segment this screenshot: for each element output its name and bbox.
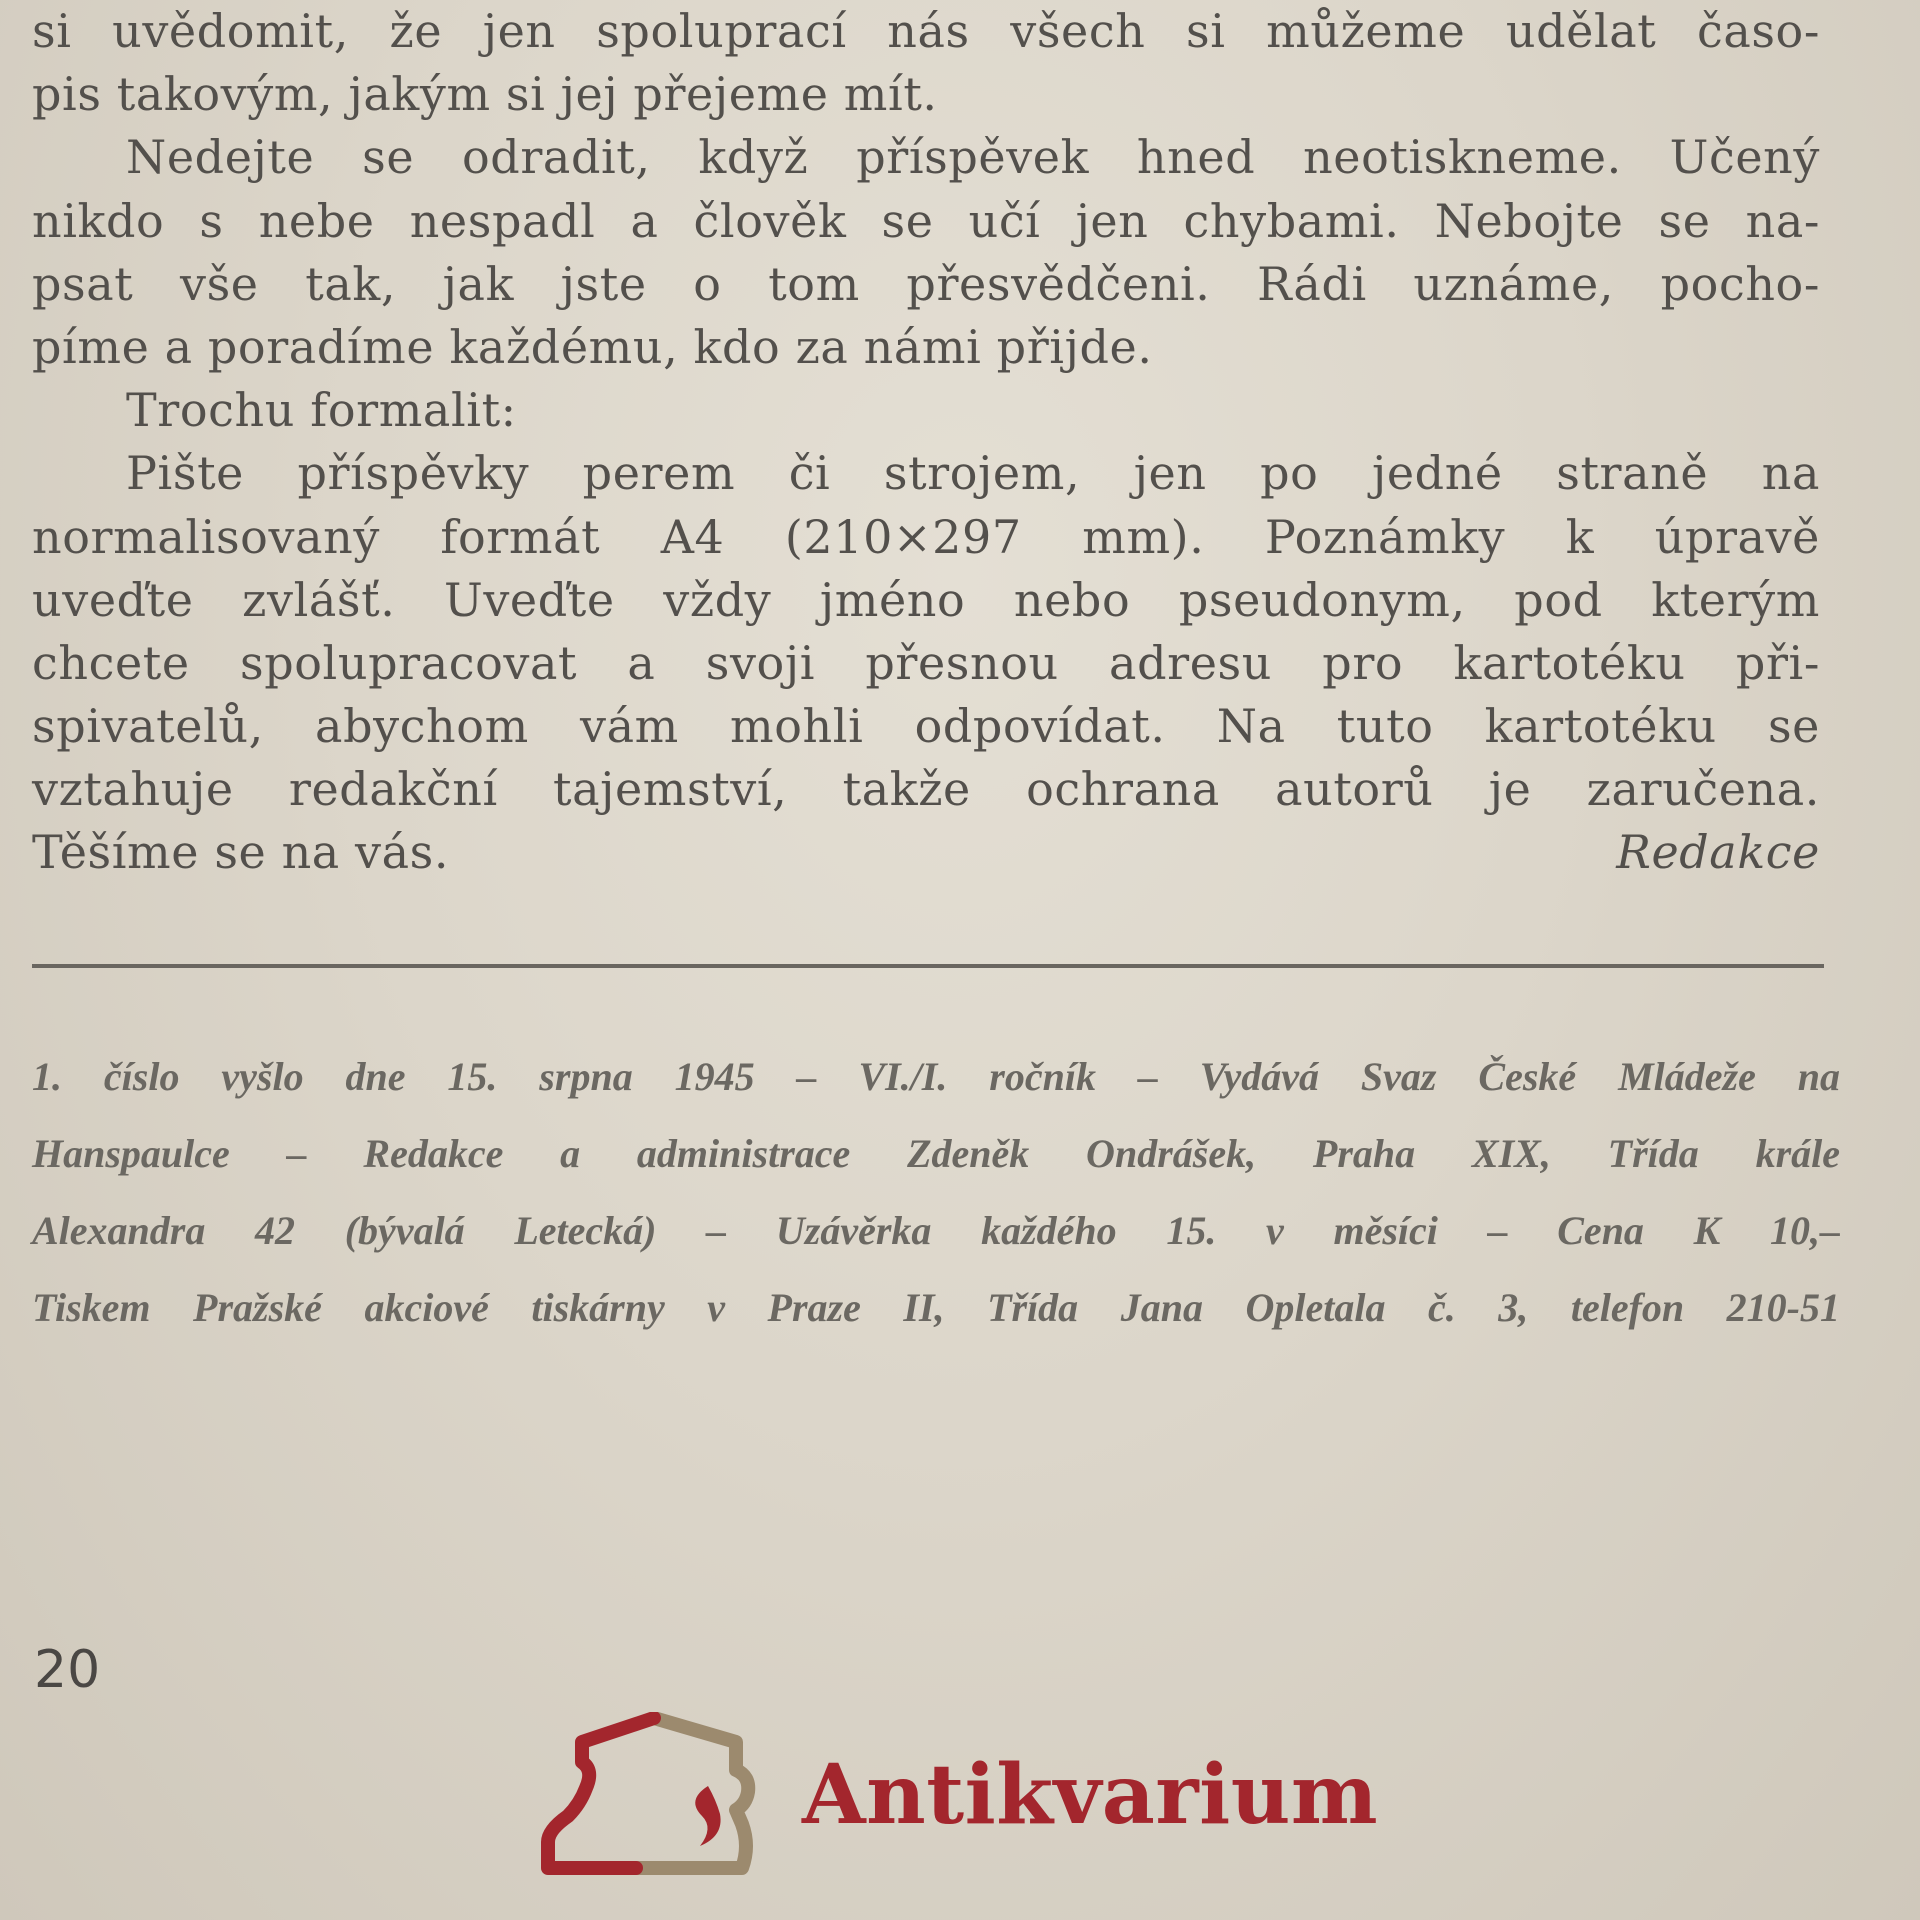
horizontal-divider	[32, 964, 1824, 968]
text-line: Nedejte se odradit, když příspěvek hned neotiskneme. Učený	[126, 130, 1820, 185]
imprint-line: Alexandra 42 (bývalá Letecká) – Uzávěrka každého 15. v měsíci – Cena K 10,–	[32, 1208, 1840, 1253]
letter-body	[32, 0, 1820, 885]
text-line: si uvědomit, že jen spoluprací nás všech si můžeme udělat časo-	[32, 4, 1820, 58]
imprint-line: Tiskem Pražské akciové tiskárny v Praze II, Třída Jana Opletala č. 3, telefon 210-51	[32, 1285, 1840, 1330]
text-line: uveďte zvlášť. Uveďte vždy jméno nebo pseudonym, pod kterým	[32, 572, 1820, 627]
signature: Redakce	[1616, 825, 1820, 880]
text-line: normalisovaný formát A4 (210×297 mm). Poznámky k úpravě	[32, 509, 1820, 564]
text-line: nikdo s nebe nespadl a člověk se učí jen chybami. Nebojte se na-	[32, 193, 1820, 248]
brand-name: Antikvarium	[802, 1747, 1379, 1843]
section-heading: Trochu formalit:	[126, 383, 517, 438]
antikvarium-watermark	[536, 1712, 1378, 1878]
text-line: psat vše tak, jak jste o tom přesvědčeni. Rádi uznáme, pocho-	[32, 256, 1820, 311]
text-line: spivatelů, abychom vám mohli odpovídat. Na tuto kartotéku se	[32, 699, 1820, 754]
closing-line	[32, 821, 1820, 884]
imprint-line: Hanspaulce – Redakce a administrace Zdeněk Ondrášek, Praha XIX, Třída krále	[32, 1131, 1840, 1176]
publication-imprint	[32, 1038, 1840, 1346]
page-number: 20	[34, 1640, 101, 1700]
text-line: Pište příspěvky perem či strojem, jen po jedné straně na	[126, 446, 1820, 501]
text-line: chcete spolupracovat a svoji přesnou adresu pro kartotéku při-	[32, 635, 1820, 690]
closing-text: Těšíme se na vás.	[32, 825, 450, 880]
text-line: vztahuje redakční tajemství, takže ochrana autorů je zaručena.	[32, 762, 1820, 817]
imprint-line: 1. číslo vyšlo dne 15. srpna 1945 – VI./I. ročník – Vydává Svaz České Mládeže na	[32, 1054, 1840, 1099]
text-line: píme a poradíme každému, kdo za námi přijde.	[32, 319, 1153, 374]
house-flame-logo-icon	[536, 1712, 770, 1878]
text-line: pis takovým, jakým si jej přejeme mít.	[32, 67, 938, 122]
